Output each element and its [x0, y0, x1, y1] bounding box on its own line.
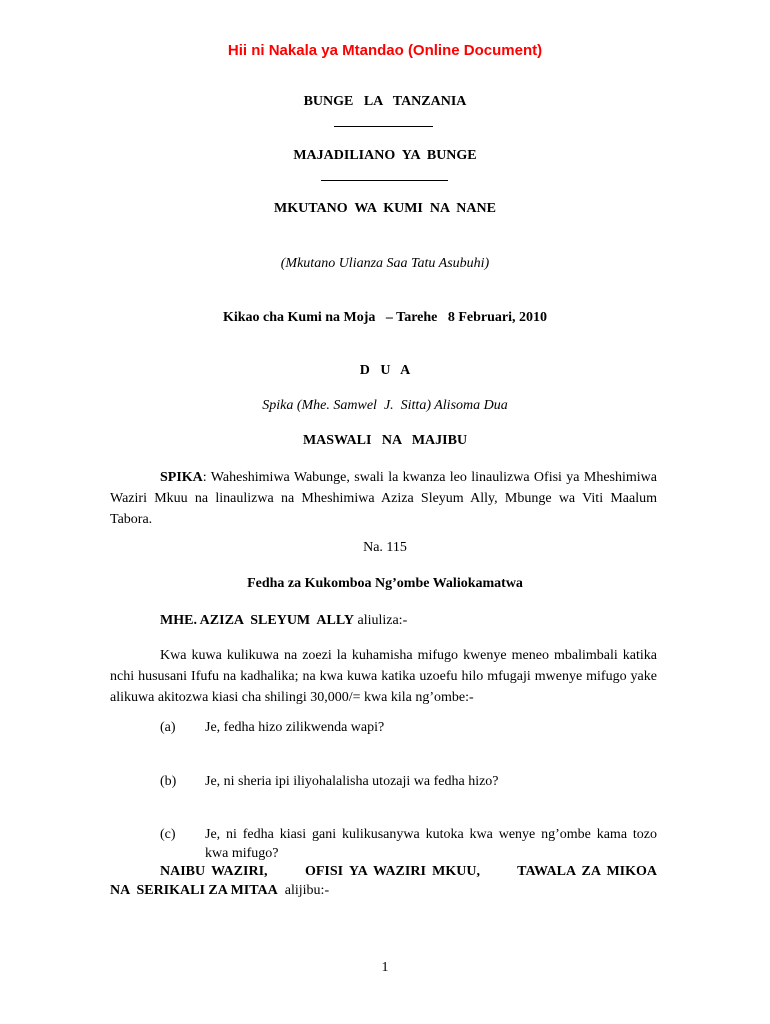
question-body: [110, 645, 657, 708]
speaker-text: : Waheshimiwa Wabunge, swali la kwanza leo linaulizwa Ofisi ya Mheshimiwa Waziri Mkuu na linaulizwa na Mheshimiwa Aziza Sleyum Ally, Mbunge wa Viti Maalum Tabora.: [110, 470, 657, 527]
session-heading: MKUTANO WA KUMI NA NANE: [274, 201, 496, 216]
answerer-name: NA SERIKALI ZA MITAA: [110, 883, 278, 898]
speaker-paragraph: [110, 467, 657, 530]
sub-question-c-label: (c): [160, 827, 176, 842]
asker-name: MHE. AZIZA SLEYUM ALLY: [160, 613, 354, 628]
prayer-heading: D U A: [359, 363, 411, 378]
sub-question-a-label: (a): [160, 720, 176, 735]
answerer-line-1: NAIBU WAZIRI, OFISI YA WAZIRI MKUU, TAWALA ZA MIKOA: [160, 864, 657, 879]
sub-question-c-text: Je, ni fedha kiasi gani kulikusanywa kutoka kwa wenye ng’ombe kama tozo kwa mifugo?: [205, 827, 657, 861]
sub-question-b-text: Je, ni sheria ipi iliyohalalisha utozaji wa fedha hizo?: [205, 774, 499, 789]
sub-question-a-text: Je, fedha hizo zilikwenda wapi?: [205, 720, 385, 735]
online-document-banner: Hii ni Nakala ya Mtandao (Online Document): [227, 42, 543, 59]
speaker-label: SPIKA: [160, 470, 203, 485]
prayer-note: Spika (Mhe. Samwel J. Sitta) Alisoma Dua: [262, 398, 508, 413]
answerer-verb: alijibu:-: [277, 883, 330, 898]
start-time-note: (Mkutano Ulianza Saa Tatu Asubuhi): [280, 256, 490, 271]
question-title: Fedha za Kukomboa Ng’ombe Waliokamatwa: [247, 576, 523, 591]
title-underline: [334, 126, 433, 127]
answerer-line-2: [110, 881, 329, 900]
subtitle-underline: [321, 180, 448, 181]
document-title: BUNGE LA TANZANIA: [303, 94, 467, 109]
document-subtitle: MAJADILIANO YA BUNGE: [293, 148, 477, 163]
question-number: Na. 115: [363, 540, 407, 555]
asker-line: [160, 611, 407, 630]
qa-heading: MASWALI NA MAJIBU: [302, 433, 468, 448]
asker-verb: aliuliza:-: [353, 613, 408, 628]
question-body-text: Kwa kuwa kulikuwa na zoezi la kuhamisha mifugo kwenye meneo mbalimbali katika nchi hususani Ifufu na kadhalika; na kwa kuwa katika uzoefu hilo mfugaji mwenye mifugo yake alikuwa akitozwa kiasi cha shilingi 30,000/= kwa kila ng’ombe:-: [110, 648, 657, 705]
page-number: 1: [381, 960, 389, 975]
sitting-date: Kikao cha Kumi na Moja – Tarehe 8 Februari, 2010: [222, 310, 548, 325]
sub-question-b-label: (b): [160, 774, 177, 789]
